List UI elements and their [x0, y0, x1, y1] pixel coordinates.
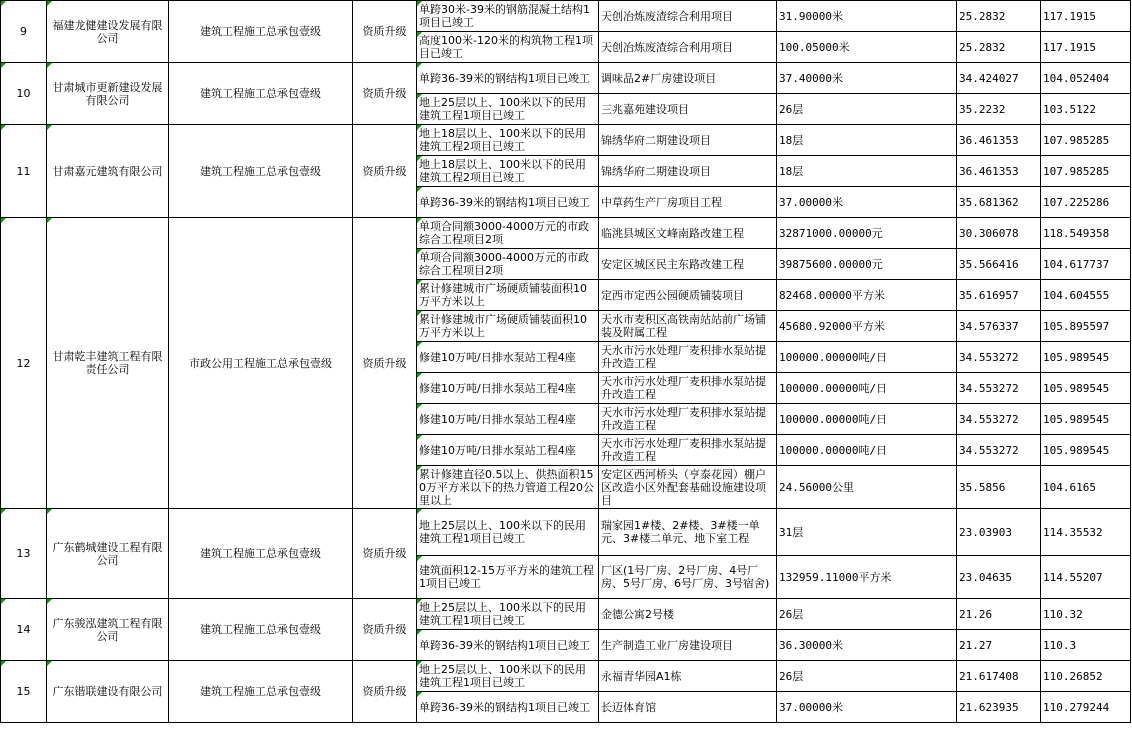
project-name-cell: [599, 373, 777, 404]
qualification-category: 建筑工程施工总承包壹级: [169, 125, 353, 218]
latitude-cell-text: 34.576337: [959, 319, 1019, 333]
amount-cell: [777, 630, 957, 661]
amount-cell: [777, 63, 957, 94]
requirement-cell-text: 地上18层以上、100米以下的民用建筑工程2项目已竣工: [419, 127, 586, 153]
amount-cell-text: 100000.00000吨/日: [779, 350, 888, 364]
longitude-cell-text: 105.989545: [1043, 381, 1110, 395]
amount-cell: [777, 125, 957, 156]
company-name: 甘肃乾丰建筑工程有限责任公司: [47, 218, 169, 509]
longitude-cell-text: 105.989545: [1043, 443, 1110, 457]
latitude-cell: [957, 311, 1041, 342]
project-name-cell-text: 厂区(1号厂房、2号厂房、4号厂房、5号厂房、6号厂房、3号宿舍): [601, 564, 770, 590]
project-name-cell-text: 三兆嘉苑建设项目: [601, 102, 689, 116]
project-name-cell-text: 中草药生产厂房项目工程: [601, 195, 722, 209]
project-name-cell: [599, 311, 777, 342]
requirement-cell: [417, 94, 599, 125]
longitude-cell-text: 110.32: [1043, 607, 1083, 621]
qualification-category: 建筑工程施工总承包壹级: [169, 1, 353, 63]
requirement-cell-text: 修建10万吨/日排水泵站工程4座: [419, 412, 576, 426]
requirement-cell: [417, 373, 599, 404]
amount-cell-text: 100.05000米: [779, 40, 850, 54]
requirement-cell: [417, 404, 599, 435]
longitude-cell: [1041, 218, 1131, 249]
latitude-cell: [957, 1, 1041, 32]
requirement-cell: [417, 630, 599, 661]
amount-cell-text: 18层: [779, 164, 804, 178]
qualification-category: 建筑工程施工总承包壹级: [169, 599, 353, 661]
latitude-cell-text: 35.2232: [959, 102, 1006, 116]
latitude-cell: [957, 404, 1041, 435]
amount-cell-text: 31层: [779, 525, 804, 539]
requirement-cell: [417, 280, 599, 311]
company-name: 甘肃嘉元建筑有限公司: [47, 125, 169, 218]
table-row: [1, 509, 1131, 556]
row-number: 13: [1, 509, 47, 599]
longitude-cell: [1041, 63, 1131, 94]
amount-cell: [777, 342, 957, 373]
project-name-cell: [599, 435, 777, 466]
latitude-cell: [957, 630, 1041, 661]
longitude-cell-text: 104.6165: [1043, 480, 1096, 494]
longitude-cell: [1041, 280, 1131, 311]
latitude-cell-text: 21.27: [959, 638, 993, 652]
project-name-cell: [599, 466, 777, 509]
company-name: 广东鹤城建设工程有限公司: [47, 509, 169, 599]
longitude-cell-text: 117.1915: [1043, 9, 1096, 23]
longitude-cell: [1041, 249, 1131, 280]
requirement-cell: [417, 661, 599, 692]
latitude-cell: [957, 63, 1041, 94]
row-number: 12: [1, 218, 47, 509]
company-name: 广东骏泓建筑工程有限公司: [47, 599, 169, 661]
requirement-cell-text: 高度100米-120米的构筑物工程1项目已竣工: [419, 34, 593, 60]
company-name: 广东锴联建设有限公司: [47, 661, 169, 723]
longitude-cell-text: 107.985285: [1043, 164, 1110, 178]
table-row: [1, 125, 1131, 156]
project-name-cell: [599, 509, 777, 556]
row-number: 14: [1, 599, 47, 661]
longitude-cell: [1041, 630, 1131, 661]
longitude-cell-text: 105.895597: [1043, 319, 1110, 333]
qualification-category: 市政公用工程施工总承包壹级: [169, 218, 353, 509]
amount-cell-text: 31.90000米: [779, 9, 843, 23]
project-name-cell-text: 瑞家园1#楼、2#楼、3#楼一单元、3#楼二单元、地下室工程: [601, 519, 760, 545]
project-name-cell: [599, 94, 777, 125]
row-number: 10: [1, 63, 47, 125]
application-type: 资质升级: [353, 661, 417, 723]
longitude-cell: [1041, 32, 1131, 63]
longitude-cell: [1041, 509, 1131, 556]
requirement-cell-text: 建筑面积12-15万平方米的建筑工程1项目已竣工: [419, 564, 594, 590]
company-name: 甘肃城市更新建设发展有限公司: [47, 63, 169, 125]
latitude-cell-text: 34.424027: [959, 71, 1019, 85]
requirement-cell-text: 单跨36-39米的钢结构1项目已竣工: [419, 195, 590, 209]
amount-cell-text: 32871000.00000元: [779, 226, 883, 240]
longitude-cell-text: 104.052404: [1043, 71, 1110, 85]
project-name-cell: [599, 63, 777, 94]
latitude-cell: [957, 556, 1041, 599]
project-name-cell-text: 临洮县城区文峰南路改建工程: [601, 226, 744, 240]
project-name-cell-text: 天水市麦积区高铁南站站前广场铺装及附属工程: [601, 313, 766, 339]
qualification-category: 建筑工程施工总承包壹级: [169, 63, 353, 125]
project-name-cell-text: 天水市污水处理厂麦积排水泵站提升改造工程: [601, 406, 766, 432]
longitude-cell-text: 117.1915: [1043, 40, 1096, 54]
project-name-cell: [599, 125, 777, 156]
latitude-cell-text: 21.617408: [959, 669, 1019, 683]
table-row: [1, 599, 1131, 630]
project-name-cell-text: 天创冶炼废渣综合利用项目: [601, 9, 733, 23]
amount-cell-text: 39875600.00000元: [779, 257, 883, 271]
project-name-cell-text: 安定区城区民主东路改建工程: [601, 257, 744, 271]
amount-cell: [777, 32, 957, 63]
requirement-cell-text: 地上25层以上、100米以下的民用建筑工程1项目已竣工: [419, 601, 586, 627]
amount-cell-text: 37.00000米: [779, 700, 843, 714]
requirement-cell: [417, 435, 599, 466]
longitude-cell-text: 118.549358: [1043, 226, 1110, 240]
requirement-cell-text: 单跨36-39米的钢结构1项目已竣工: [419, 71, 590, 85]
project-name-cell: [599, 342, 777, 373]
table-row: [1, 218, 1131, 249]
project-name-cell: [599, 187, 777, 218]
longitude-cell-text: 114.35532: [1043, 525, 1103, 539]
longitude-cell-text: 110.3: [1043, 638, 1077, 652]
longitude-cell: [1041, 466, 1131, 509]
requirement-cell-text: 单跨36-39米的钢结构1项目已竣工: [419, 700, 590, 714]
amount-cell-text: 100000.00000吨/日: [779, 443, 888, 457]
project-name-cell-text: 生产制造工业厂房建设项目: [601, 638, 733, 652]
amount-cell-text: 100000.00000吨/日: [779, 412, 888, 426]
longitude-cell: [1041, 187, 1131, 218]
row-number: 11: [1, 125, 47, 218]
requirement-cell-text: 修建10万吨/日排水泵站工程4座: [419, 381, 576, 395]
application-type: 资质升级: [353, 125, 417, 218]
amount-cell-text: 24.56000公里: [779, 480, 854, 494]
project-name-cell: [599, 692, 777, 723]
latitude-cell-text: 21.623935: [959, 700, 1019, 714]
amount-cell: [777, 466, 957, 509]
amount-cell-text: 26层: [779, 669, 804, 683]
latitude-cell: [957, 218, 1041, 249]
project-name-cell: [599, 404, 777, 435]
longitude-cell: [1041, 125, 1131, 156]
longitude-cell: [1041, 342, 1131, 373]
latitude-cell: [957, 94, 1041, 125]
longitude-cell: [1041, 1, 1131, 32]
application-type: 资质升级: [353, 599, 417, 661]
amount-cell: [777, 556, 957, 599]
latitude-cell-text: 21.26: [959, 607, 993, 621]
requirement-cell: [417, 125, 599, 156]
latitude-cell-text: 34.553272: [959, 412, 1019, 426]
requirement-cell: [417, 466, 599, 509]
longitude-cell-text: 107.225286: [1043, 195, 1110, 209]
latitude-cell-text: 34.553272: [959, 443, 1019, 457]
latitude-cell: [957, 692, 1041, 723]
amount-cell-text: 37.40000米: [779, 71, 843, 85]
longitude-cell: [1041, 373, 1131, 404]
requirement-cell: [417, 509, 599, 556]
amount-cell-text: 45680.92000平方米: [779, 319, 885, 333]
amount-cell: [777, 435, 957, 466]
project-name-cell: [599, 249, 777, 280]
longitude-cell: [1041, 435, 1131, 466]
longitude-cell: [1041, 94, 1131, 125]
project-name-cell-text: 永福青华园A1栋: [601, 669, 682, 683]
requirement-cell: [417, 63, 599, 94]
longitude-cell-text: 107.985285: [1043, 133, 1110, 147]
amount-cell-text: 100000.00000吨/日: [779, 381, 888, 395]
requirement-cell: [417, 311, 599, 342]
latitude-cell: [957, 249, 1041, 280]
requirement-cell-text: 地上25层以上、100米以下的民用建筑工程1项目已竣工: [419, 96, 586, 122]
qualification-category: 建筑工程施工总承包壹级: [169, 509, 353, 599]
row-number: 9: [1, 1, 47, 63]
latitude-cell: [957, 509, 1041, 556]
requirement-cell: [417, 249, 599, 280]
project-name-cell-text: 天水市污水处理厂麦积排水泵站提升改造工程: [601, 344, 766, 370]
project-name-cell-text: 天水市污水处理厂麦积排水泵站提升改造工程: [601, 375, 766, 401]
amount-cell: [777, 156, 957, 187]
latitude-cell-text: 35.5856: [959, 480, 1006, 494]
qualification-category: 建筑工程施工总承包壹级: [169, 661, 353, 723]
amount-cell: [777, 1, 957, 32]
project-name-cell: [599, 1, 777, 32]
latitude-cell-text: 23.03903: [959, 525, 1012, 539]
latitude-cell: [957, 187, 1041, 218]
latitude-cell-text: 36.461353: [959, 164, 1019, 178]
latitude-cell-text: 30.306078: [959, 226, 1019, 240]
project-name-cell: [599, 630, 777, 661]
project-name-cell-text: 天水市污水处理厂麦积排水泵站提升改造工程: [601, 437, 766, 463]
amount-cell-text: 26层: [779, 102, 804, 116]
latitude-cell: [957, 435, 1041, 466]
project-name-cell: [599, 32, 777, 63]
longitude-cell: [1041, 556, 1131, 599]
latitude-cell-text: 25.2832: [959, 40, 1006, 54]
requirement-cell-text: 累计修建直径0.5以上、供热面积150万平方米以下的热力管道工程20公里以上: [419, 467, 594, 507]
latitude-cell: [957, 661, 1041, 692]
longitude-cell-text: 105.989545: [1043, 350, 1110, 364]
amount-cell-text: 26层: [779, 607, 804, 621]
table-row: [1, 1, 1131, 32]
requirement-cell: [417, 692, 599, 723]
project-name-cell-text: 安定区西河桥头（亨泰花园）棚户区改造小区外配套基础设施建设项目: [601, 467, 766, 507]
latitude-cell-text: 23.04635: [959, 570, 1012, 584]
latitude-cell-text: 36.461353: [959, 133, 1019, 147]
amount-cell: [777, 404, 957, 435]
project-name-cell-text: 天创冶炼废渣综合利用项目: [601, 40, 733, 54]
longitude-cell-text: 110.26852: [1043, 669, 1103, 683]
requirement-cell-text: 累计修建城市广场硬质铺装面积10万平方米以上: [419, 313, 587, 339]
longitude-cell-text: 104.617737: [1043, 257, 1110, 271]
amount-cell: [777, 249, 957, 280]
requirement-cell-text: 修建10万吨/日排水泵站工程4座: [419, 350, 576, 364]
requirement-cell: [417, 156, 599, 187]
latitude-cell-text: 34.553272: [959, 350, 1019, 364]
amount-cell-text: 37.00000米: [779, 195, 843, 209]
table-row: [1, 63, 1131, 94]
project-name-cell-text: 调味品2#厂房建设项目: [601, 71, 717, 85]
longitude-cell-text: 114.55207: [1043, 570, 1103, 584]
latitude-cell-text: 35.616957: [959, 288, 1019, 302]
longitude-cell: [1041, 692, 1131, 723]
requirement-cell-text: 地上25层以上、100米以下的民用建筑工程1项目已竣工: [419, 663, 586, 689]
amount-cell: [777, 94, 957, 125]
requirement-cell-text: 地上18层以上、100米以下的民用建筑工程2项目已竣工: [419, 158, 586, 184]
amount-cell: [777, 187, 957, 218]
project-name-cell-text: 金德公寓2号楼: [601, 607, 674, 621]
requirement-cell: [417, 1, 599, 32]
longitude-cell: [1041, 311, 1131, 342]
latitude-cell-text: 35.681362: [959, 195, 1019, 209]
amount-cell-text: 132959.11000平方米: [779, 570, 892, 584]
longitude-cell-text: 105.989545: [1043, 412, 1110, 426]
longitude-cell: [1041, 156, 1131, 187]
project-name-cell: [599, 218, 777, 249]
requirement-cell-text: 单跨36-39米的钢结构1项目已竣工: [419, 638, 590, 652]
latitude-cell: [957, 32, 1041, 63]
amount-cell-text: 18层: [779, 133, 804, 147]
amount-cell: [777, 218, 957, 249]
requirement-cell-text: 单项合同额3000-4000万元的市政综合工程项目2项: [419, 220, 589, 246]
amount-cell: [777, 599, 957, 630]
project-name-cell: [599, 280, 777, 311]
latitude-cell-text: 35.566416: [959, 257, 1019, 271]
longitude-cell-text: 104.604555: [1043, 288, 1110, 302]
longitude-cell: [1041, 661, 1131, 692]
latitude-cell: [957, 342, 1041, 373]
application-type: 资质升级: [353, 1, 417, 63]
company-name: 福建龙健建设发展有限公司: [47, 1, 169, 63]
latitude-cell-text: 25.2832: [959, 9, 1006, 23]
latitude-cell: [957, 280, 1041, 311]
amount-cell: [777, 661, 957, 692]
project-name-cell-text: 长迈体育馆: [601, 700, 656, 714]
project-name-cell: [599, 599, 777, 630]
requirement-cell-text: 累计修建城市广场硬质铺装面积10万平方米以上: [419, 282, 587, 308]
latitude-cell: [957, 373, 1041, 404]
amount-cell: [777, 692, 957, 723]
amount-cell-text: 36.30000米: [779, 638, 843, 652]
latitude-cell: [957, 466, 1041, 509]
requirement-cell: [417, 218, 599, 249]
project-name-cell: [599, 156, 777, 187]
requirement-cell: [417, 187, 599, 218]
amount-cell: [777, 280, 957, 311]
project-name-cell-text: 定西市定西公园硬质铺装项目: [601, 288, 744, 302]
project-name-cell: [599, 661, 777, 692]
requirement-cell: [417, 599, 599, 630]
latitude-cell: [957, 125, 1041, 156]
longitude-cell: [1041, 404, 1131, 435]
requirement-cell-text: 地上25层以上、100米以下的民用建筑工程1项目已竣工: [419, 519, 586, 545]
latitude-cell-text: 34.553272: [959, 381, 1019, 395]
application-type: 资质升级: [353, 509, 417, 599]
project-name-cell-text: 锦绣华府二期建设项目: [601, 164, 711, 178]
longitude-cell: [1041, 599, 1131, 630]
requirement-cell-text: 单项合同额3000-4000万元的市政综合工程项目2项: [419, 251, 589, 277]
application-type: 资质升级: [353, 63, 417, 125]
amount-cell: [777, 311, 957, 342]
table-row: [1, 661, 1131, 692]
application-type: 资质升级: [353, 218, 417, 509]
requirement-cell-text: 单跨30米-39米的钢筋混凝土结构1项目已竣工: [419, 3, 590, 29]
latitude-cell: [957, 599, 1041, 630]
amount-cell-text: 82468.00000平方米: [779, 288, 885, 302]
latitude-cell: [957, 156, 1041, 187]
table-body: [1, 1, 1131, 723]
longitude-cell-text: 103.5122: [1043, 102, 1096, 116]
requirement-cell: [417, 32, 599, 63]
amount-cell: [777, 509, 957, 556]
longitude-cell-text: 110.279244: [1043, 700, 1110, 714]
project-name-cell-text: 锦绣华府二期建设项目: [601, 133, 711, 147]
project-name-cell: [599, 556, 777, 599]
requirement-cell-text: 修建10万吨/日排水泵站工程4座: [419, 443, 576, 457]
row-number: 15: [1, 661, 47, 723]
amount-cell: [777, 373, 957, 404]
requirement-cell: [417, 342, 599, 373]
requirement-cell: [417, 556, 599, 599]
